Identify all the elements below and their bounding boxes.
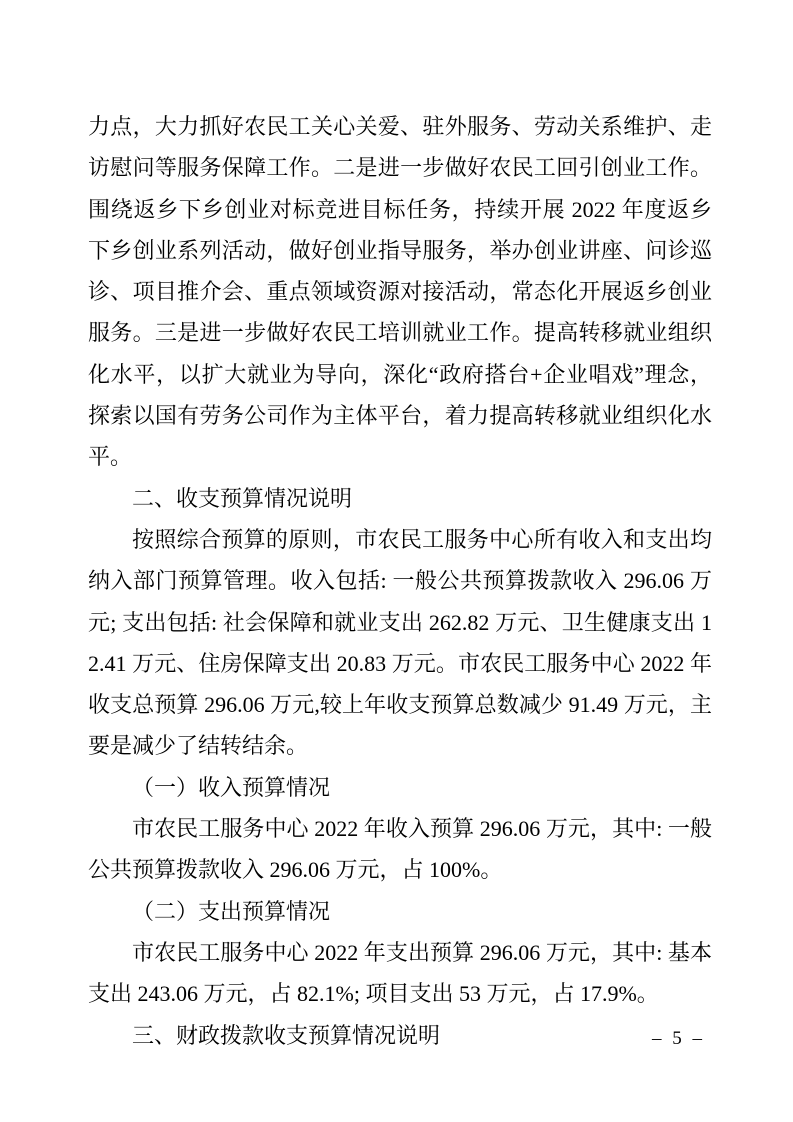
document-body xyxy=(88,106,712,1056)
paragraph-continuation-work-measures: 力点，大力抓好农民工关心关爱、驻外服务、劳动关系维护、走访慰问等服务保障工作。二是进一步做好农民工回引创业工作。围绕返乡下乡创业对标竞进目标任务，持续开展 2022 年度返乡下乡创业系列活动，做好创业指导服务，举办创业讲座、问诊巡诊、项目推介会、重点领域资源对接活动，常态化开展返乡创业服务。三是进一步做好农民工培训就业工作。提高转移就业组织化水平，以扩大就业为导向，深化“政府搭台+企业唱戏”理念，探索以国有劳务公司作为主体平台，着力提高转移就业组织化水平。 xyxy=(88,114,712,470)
paragraph-income-budget: 市农民工服务中心 2022 年收入预算 296.06 万元，其中: 一般公共预算拨款收入 296.06 万元，占 100%。 xyxy=(88,816,712,883)
paragraph-expense-budget: 市农民工服务中心 2022 年支出预算 296.06 万元，其中: 基本支出 243.06 万元，占 82.1%; 项目支出 53 万元，占 17.9%。 xyxy=(88,939,712,1007)
page-number: – 5 – xyxy=(652,1028,705,1049)
heading-income-budget: （一）收入预算情况 xyxy=(132,774,331,800)
heading-expense-budget: （二）支出预算情况 xyxy=(132,898,331,924)
paragraph-budget-overview: 按照综合预算的原则，市农民工服务中心所有收入和支出均纳入部门预算管理。收入包括: 一般公共预算拨款收入 296.06 万元; 支出包括: 社会保障和就业支出 262.82 万元、卫生健康支出 12.41 万元、住房保障支出 20.83 万元。市农民工服务中心 2022 年收支总预算 296.06 万元,较上年收支预算总数减少 91.49 万元，主要是减少了结转结余。 xyxy=(88,526,712,759)
heading-section-three-fiscal-appropriation: 三、财政拨款收支预算情况说明 xyxy=(132,1022,441,1048)
heading-section-two-budget-explanation: 二、收支预算情况说明 xyxy=(132,485,353,511)
